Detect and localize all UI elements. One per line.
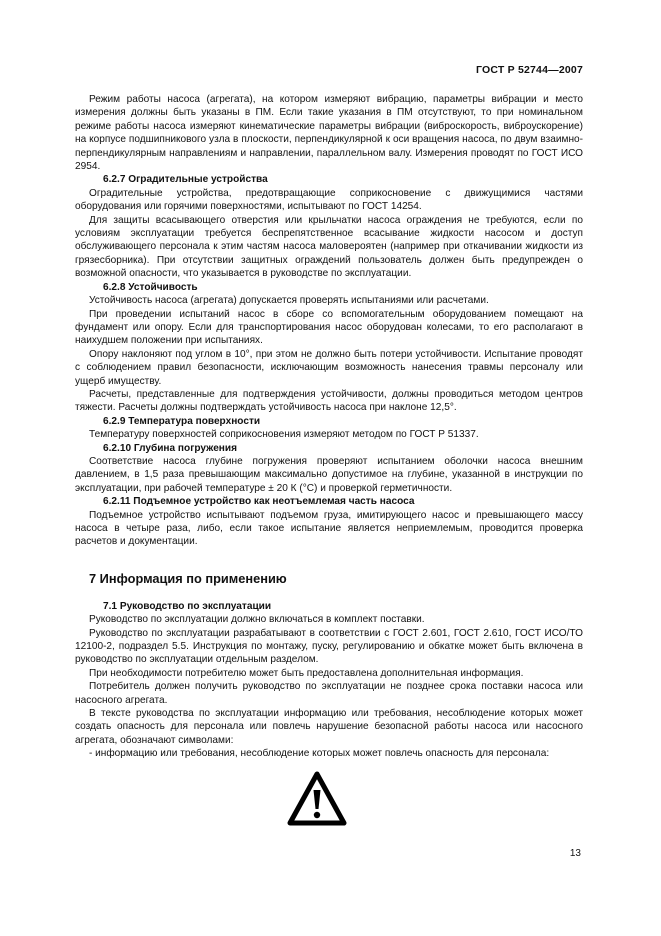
section-heading-7: 7 Информация по применению — [89, 570, 287, 586]
paragraph: При необходимости потребителю может быть предоставлена дополнительная информация. — [89, 667, 524, 679]
paragraph: Оградительные устройства, предотвращающие соприкосновение с движущимися частями оборудования или горячими поверхностями, испытывают по ГОСТ 14254. — [75, 187, 583, 213]
standard-header: ГОСТ Р 52744—2007 — [475, 64, 583, 76]
paragraph: - информацию или требования, несоблюдение которых может повлечь опасность для персонала: — [89, 748, 550, 760]
paragraph: При проведении испытаний насос в сборе со вспомогательным оборудованием помещают на фундамент или опору. Если для транспортирования насос оборудован колесами, то его располагают в наихудшем положении при испытаниях. — [75, 308, 583, 347]
subsection-heading-6-2-11: 6.2.11 Подъемное устройство как неотъемлемая часть насоса — [103, 496, 415, 508]
subsection-heading-6-2-9: 6.2.9 Температура поверхности — [103, 415, 261, 427]
subsection-heading-6-2-10: 6.2.10 Глубина погружения — [103, 442, 237, 454]
warning-triangle-icon — [287, 771, 347, 826]
paragraph: Подъемное устройство испытывают подъемом груза, имитирующего насос и превышающего массу насоса в четыре раза, либо, если такое испытание является неприемлемым, проводится проверка расчетов и документации. — [75, 509, 583, 548]
paragraph: Опору наклоняют под углом в 10°, при этом не должно быть потери устойчивости. Испытание проводят с соблюдением правил безопасности, исключающим возможность нанесения травмы персоналу или ущерб имуществу. — [75, 348, 583, 387]
paragraph: Соответствие насоса глубине погружения проверяют испытанием оболочки насоса внешним давлением, в 1,5 раза превышающим максимально допустимое на глубине, указанной в инструкции по эксплуатации, при рабочей температуре ± 20 К (°С) и проверкой герметичности. — [75, 455, 583, 494]
paragraph: Расчеты, представленные для подтверждения устойчивости, должны проводиться методом центров тяжести. Расчеты должны подтверждать устойчивость насоса при наклоне 12,5°. — [75, 388, 583, 414]
paragraph: Для защиты всасывающего отверстия или крыльчатки насоса ограждения не требуются, если по условиям эксплуатации требуется беспрепятственное всасывание жидкости насосом и доступ обслуживающего персонала к этим частям насоса маловероятен (например при откачивании жидкости из грязесборника). При отсутствии защитных ограждений пользователь должен быть предупрежден о возможной опасности, что указывается в руководстве по эксплуатации. — [75, 214, 583, 280]
paragraph: Режим работы насоса (агрегата), на котором измеряют вибрацию, параметры вибрации и место измерения должны быть указаны в ПМ. Если такие указания в ПМ отсутствуют, то при номинальном режиме работы насоса измеряют кинематические параметры вибрации (виброскорость, виброускорение) на корпусе подшипникового узла в плоскости, перпендикулярной к оси вращения насоса, по двум взаимно-перпендикулярным направлениям и направлении, параллельном валу. Измерения проводят по ГОСТ ИСО 2954. — [75, 94, 583, 173]
document-body — [75, 93, 583, 761]
paragraph: Руководство по эксплуатации разрабатывают в соответствии с ГОСТ 2.601, ГОСТ 2.610, ГОСТ ИСО/ТО 12100-2, подраздел 5.5. Инструкция по монтажу, пуску, регулированию и обкатке может быть включена в руководство по эксплуатации отдельным разделом. — [75, 627, 583, 666]
paragraph: Устойчивость насоса (агрегата) допускается проверять испытаниями или расчетами. — [89, 295, 489, 307]
page-number: 13 — [569, 848, 581, 859]
paragraph: Потребитель должен получить руководство по эксплуатации не позднее срока поставки насоса или насосного агрегата. — [75, 681, 583, 706]
paragraph: Руководство по эксплуатации должно включаться в комплект поставки. — [89, 614, 425, 626]
subsection-heading-6-2-7: 6.2.7 Оградительные устройства — [103, 174, 268, 186]
subsection-heading-7-1: 7.1 Руководство по эксплуатации — [103, 600, 272, 612]
paragraph: Температуру поверхностей соприкосновения измеряют методом по ГОСТ Р 51337. — [89, 429, 479, 441]
paragraph: В тексте руководства по эксплуатации информацию или требования, несоблюдение которых может создать опасность для персонала или повлечь нарушение безопасной работы насоса или насосного агрегата, обозначают символами: — [75, 708, 583, 746]
subsection-heading-6-2-8: 6.2.8 Устойчивость — [103, 281, 198, 293]
